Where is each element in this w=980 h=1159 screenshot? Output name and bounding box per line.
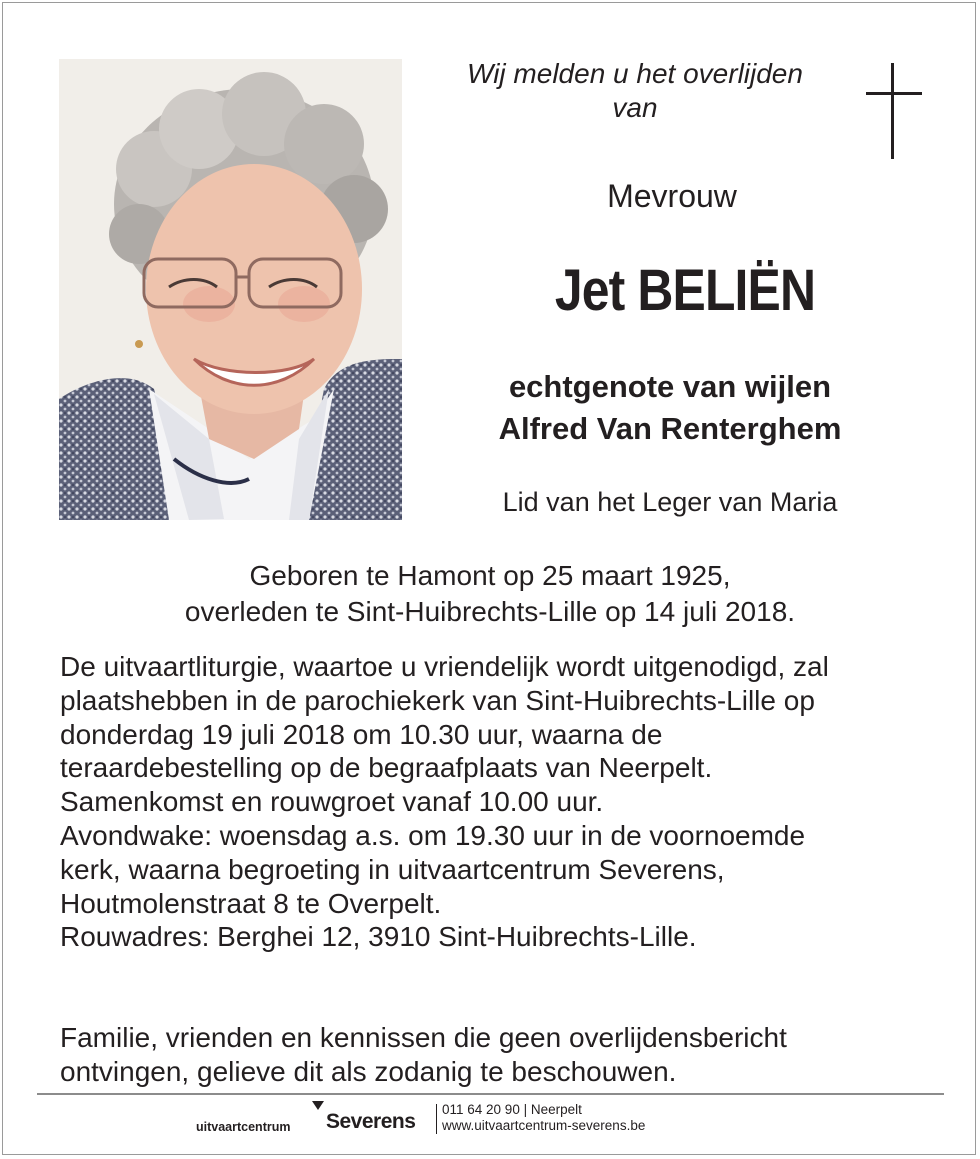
contact-info <box>442 1102 645 1134</box>
brand-name: Severens <box>326 1110 416 1133</box>
details-line: donderdag 19 juli 2018 om 10.30 uur, waarna de <box>60 718 663 750</box>
footer-separator <box>436 1104 437 1134</box>
website-link[interactable]: www.uitvaartcentrum-severens.be <box>442 1118 646 1133</box>
triangle-marker-icon <box>312 1101 324 1110</box>
details-line: plaatshebben in de parochiekerk van Sint-Huibrechts-Lille op <box>60 684 815 716</box>
intro-text: Wij melden u het overlijden van <box>467 58 803 123</box>
footer <box>0 1101 980 1141</box>
details-line: Rouwadres: Berghei 12, 3910 Sint-Huibrechts-Lille. <box>60 921 697 953</box>
details-line: kerk, waarna begroeting in uitvaartcentrum Severens, <box>60 853 725 885</box>
portrait-photo <box>59 59 402 520</box>
details-line: Avondwake: woensdag a.s. om 19.30 uur in de voornoemde <box>60 819 806 851</box>
spouse-text: echtgenote van wijlen Alfred Van Renterghem <box>498 369 842 446</box>
deceased-name: Jet BELIËN <box>554 258 816 323</box>
funeral-details <box>60 650 940 954</box>
details-line: De uitvaartliturgie, waartoe u vriendelijk wordt uitgenodigd, zal <box>60 651 829 682</box>
details-line: Samenkomst en rouwgroet vanaf 10.00 uur. <box>60 786 604 818</box>
footer-divider <box>37 1093 944 1095</box>
salutation: Mevrouw <box>607 178 737 214</box>
phone-line: 011 64 20 90 | Neerpelt <box>442 1102 582 1117</box>
membership-text: Lid van het Leger van Maria <box>502 487 838 517</box>
brand-prefix: uitvaartcentrum <box>196 1120 291 1134</box>
details-line: teraardebestelling op de begraafplaats van Neerpelt. <box>60 752 713 784</box>
birth-death-text: Geboren te Hamont op 25 maart 1925, overleden te Sint-Huibrechts-Lille op 14 juli 2018. <box>184 560 796 627</box>
details-line: Houtmolenstraat 8 te Overpelt. <box>60 887 442 919</box>
cross-icon <box>866 63 922 159</box>
closing-notice: Familie, vrienden en kennissen die geen overlijdensbericht ontvingen, gelieve dit als zodanig te beschouwen. <box>60 1022 787 1087</box>
